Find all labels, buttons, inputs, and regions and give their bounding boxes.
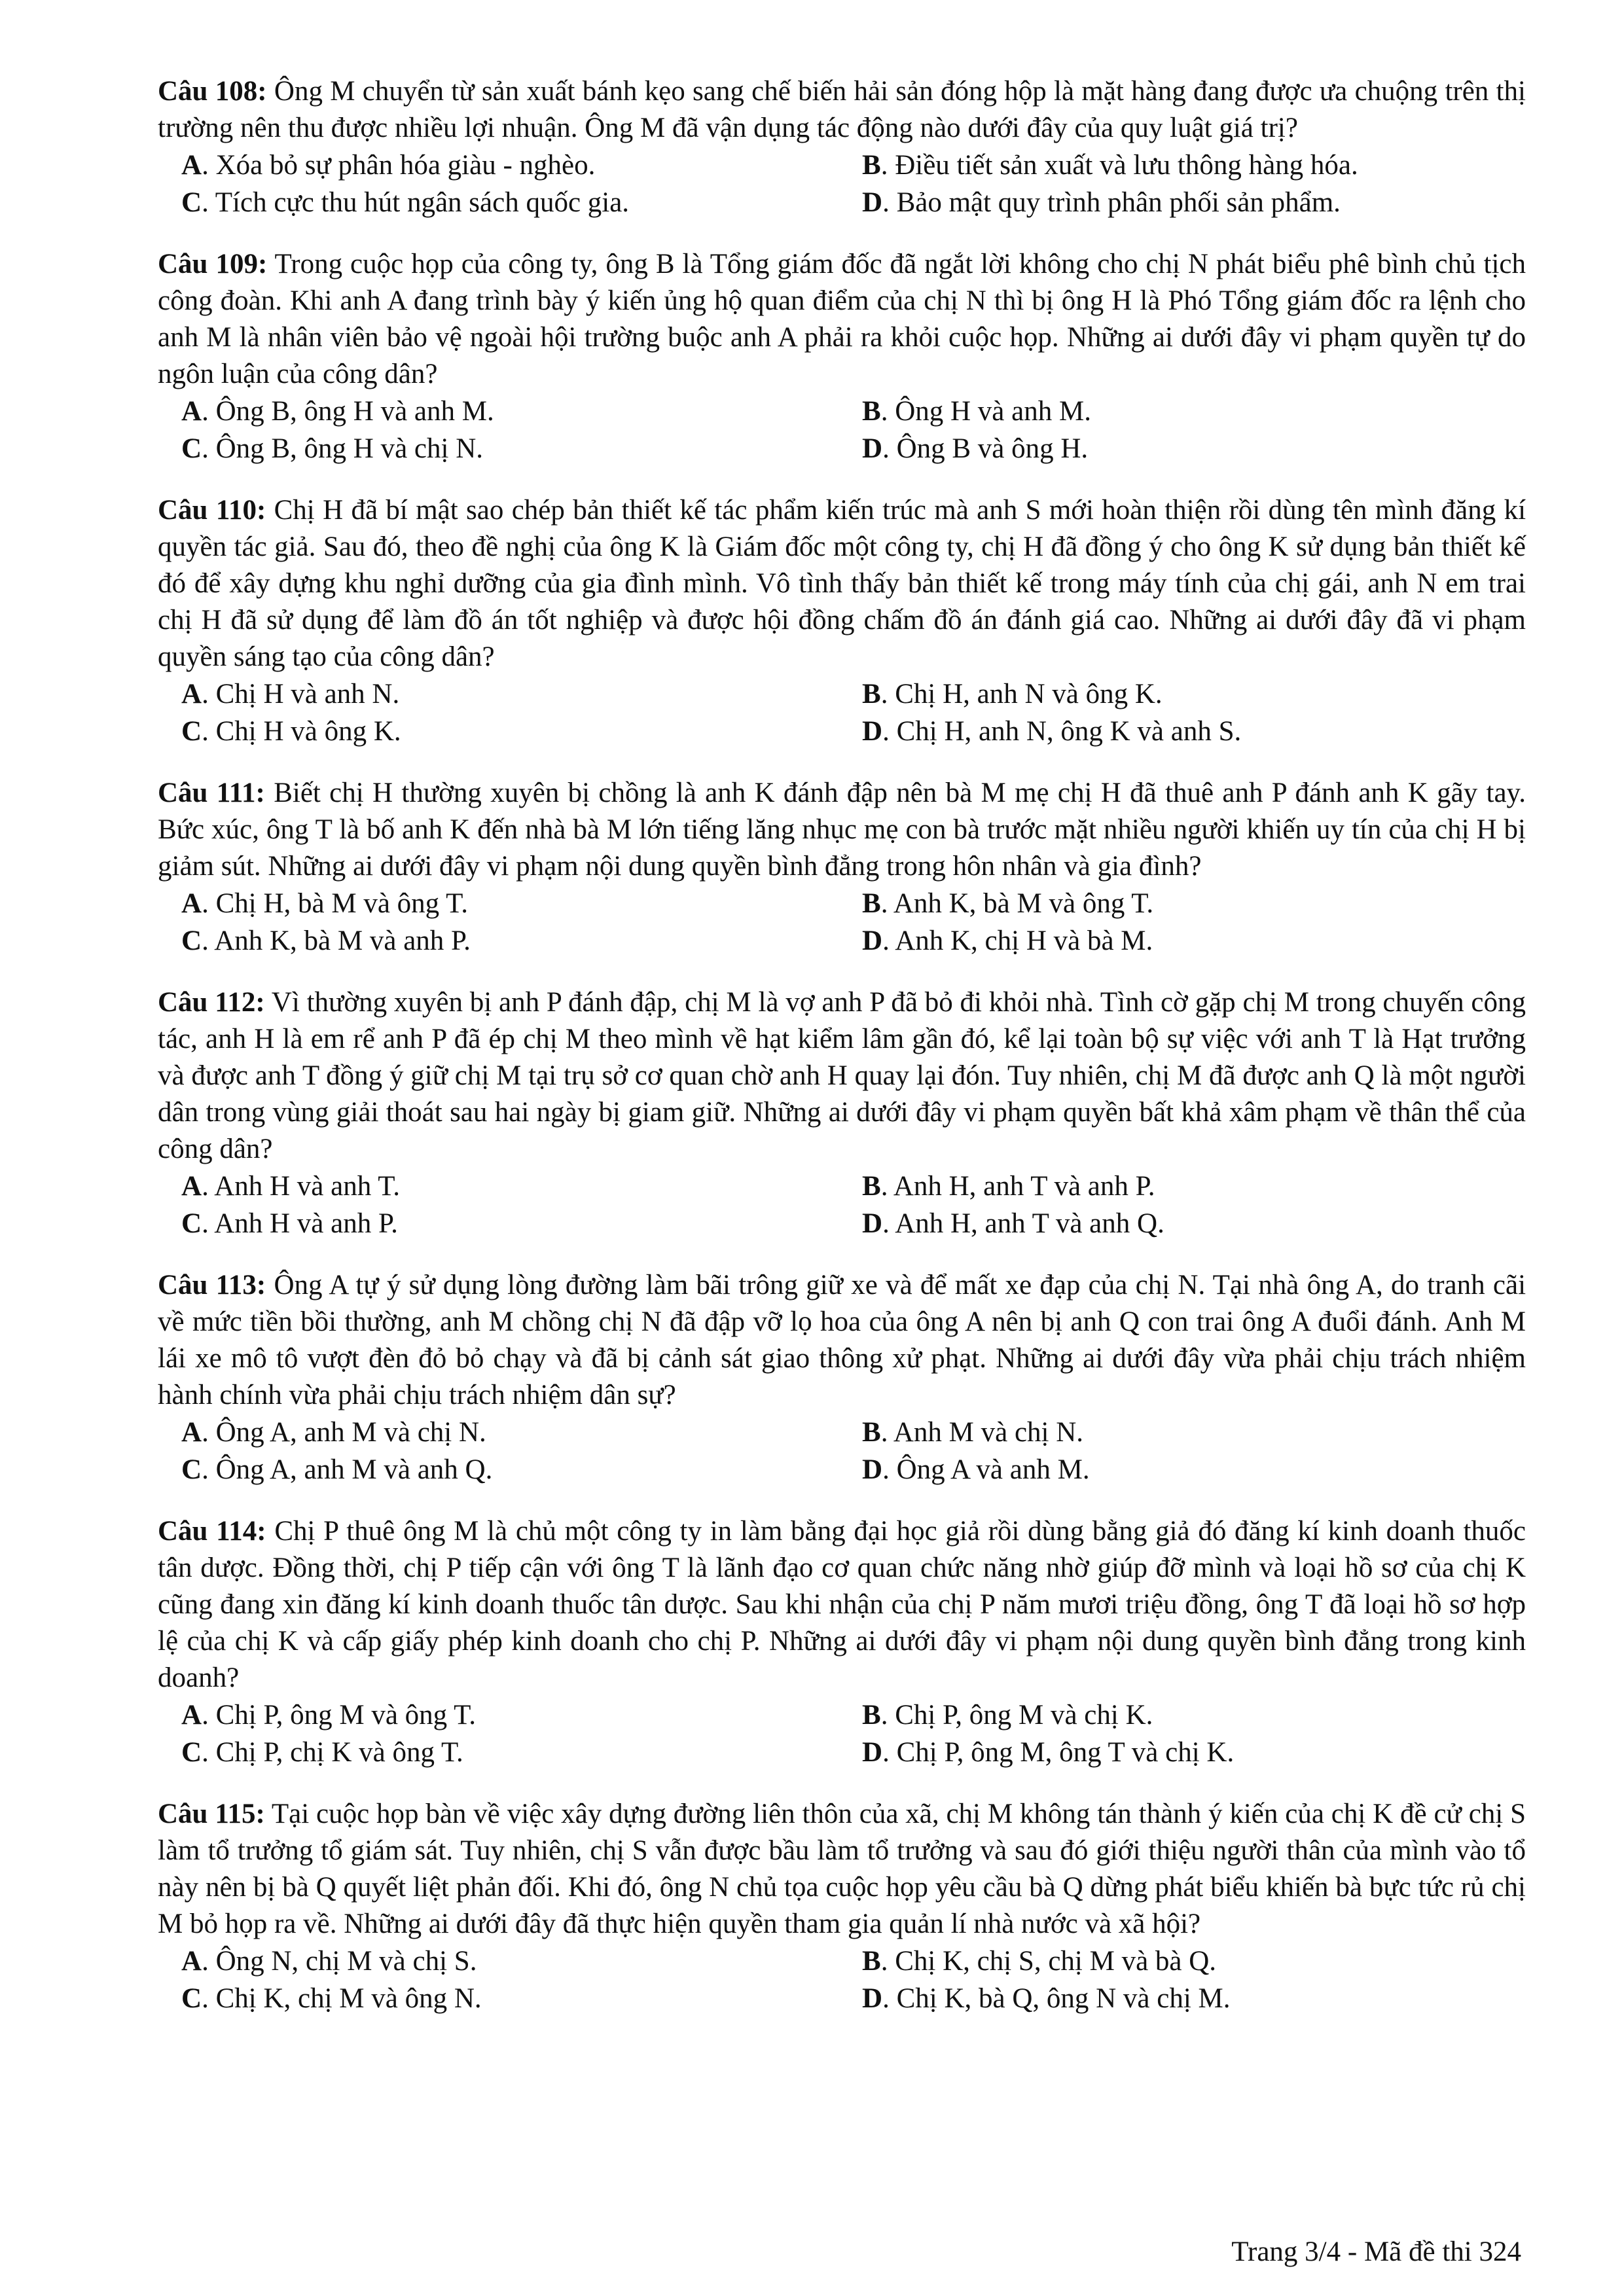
answer-option bbox=[862, 675, 1536, 713]
option-letter: C bbox=[181, 925, 202, 956]
question-stem bbox=[158, 1267, 1526, 1414]
option-text: . Ông A và anh M. bbox=[882, 1454, 1090, 1485]
option-text: . Ông H và anh M. bbox=[880, 396, 1091, 427]
answer-option bbox=[862, 430, 1536, 467]
answer-options bbox=[158, 885, 1526, 960]
question-text: Ông M chuyển từ sản xuất bánh kẹo sang chế biến hải sản đóng hộp là mặt hàng đang được ưa chuộng trên thị trường nên thu được nhiều lợi nhuận. Ông M đã vận dụng tác động nào dưới đây của quy luật giá trị? bbox=[158, 76, 1526, 143]
answer-option bbox=[181, 885, 862, 922]
answer-options bbox=[158, 1168, 1526, 1242]
answer-option bbox=[181, 184, 862, 221]
option-letter: C bbox=[181, 1983, 202, 2014]
option-text: . Chị H, anh N và ông K. bbox=[880, 679, 1163, 709]
question-block bbox=[158, 1796, 1526, 2017]
question-text: Ông A tự ý sử dụng lòng đường làm bãi trông giữ xe và để mất xe đạp của chị N. Tại nhà ông A, do tranh cãi về mức tiền bồi thường, anh M chồng chị N đã đập vỡ lọ hoa của ông A nên bị anh Q con trai ông A đuổi đánh. Anh M lái xe mô tô vượt đèn đỏ bỏ chạy và đã bị cảnh sát giao thông xử phạt. Những ai dưới đây vừa phải chịu trách nhiệm hành chính vừa phải chịu trách nhiệm dân sự? bbox=[158, 1270, 1526, 1410]
question-stem bbox=[158, 492, 1526, 675]
option-text: . Xóa bỏ sự phân hóa giàu - nghèo. bbox=[202, 150, 596, 181]
answer-option bbox=[862, 1734, 1536, 1771]
question-block bbox=[158, 1513, 1526, 1771]
question-block bbox=[158, 775, 1526, 960]
option-letter: A bbox=[181, 1171, 202, 1202]
option-text: . Anh H và anh T. bbox=[202, 1171, 401, 1202]
option-letter: D bbox=[862, 716, 883, 747]
answer-options bbox=[158, 1414, 1526, 1488]
option-letter: C bbox=[181, 1454, 202, 1485]
answer-option bbox=[862, 1696, 1536, 1734]
option-letter: C bbox=[181, 716, 202, 747]
option-letter: D bbox=[862, 1454, 883, 1485]
option-letter: D bbox=[862, 1737, 883, 1768]
answer-options bbox=[158, 675, 1526, 750]
answer-option bbox=[181, 1943, 862, 1980]
answer-option bbox=[862, 885, 1536, 922]
option-letter: C bbox=[181, 1737, 202, 1768]
question-stem bbox=[158, 73, 1526, 147]
option-letter: B bbox=[862, 1171, 881, 1202]
answer-option bbox=[181, 393, 862, 430]
question-stem bbox=[158, 246, 1526, 393]
question-block bbox=[158, 73, 1526, 221]
question-number: Câu 108: bbox=[158, 76, 267, 107]
question-text: Chị P thuê ông M là chủ một công ty in làm bằng đại học giả rồi dùng bằng giả đó đăng kí kinh doanh thuốc tân dược. Đồng thời, chị P tiếp cận với ông T là lãnh đạo cơ quan chức năng nhờ giúp đỡ mình và loại hồ sơ của chị K cũng đang xin đăng kí kinh doanh thuốc tân dược. Sau khi nhận của chị P năm mươi triệu đồng, ông T đã loại hồ sơ hợp lệ của chị K và cấp giấy phép kinh doanh cho chị P. Những ai dưới đây vi phạm nội dung quyền bình đẳng trong kinh doanh? bbox=[158, 1516, 1526, 1693]
option-letter: C bbox=[181, 1208, 202, 1239]
option-letter: C bbox=[181, 433, 202, 464]
question-block bbox=[158, 246, 1526, 467]
option-text: . Chị K, bà Q, ông N và chị M. bbox=[882, 1983, 1231, 2014]
answer-option bbox=[181, 713, 862, 750]
answer-option bbox=[862, 184, 1536, 221]
option-letter: C bbox=[181, 187, 202, 218]
option-letter: B bbox=[862, 396, 881, 427]
answer-option bbox=[862, 713, 1536, 750]
question-number: Câu 114: bbox=[158, 1516, 266, 1547]
answer-options bbox=[158, 147, 1526, 221]
option-text: . Chị P, chị K và ông T. bbox=[202, 1737, 463, 1768]
option-letter: A bbox=[181, 150, 202, 181]
option-text: . Chị H và ông K. bbox=[202, 716, 401, 747]
option-letter: D bbox=[862, 433, 883, 464]
answer-options bbox=[158, 1943, 1526, 2017]
answer-option bbox=[181, 675, 862, 713]
answer-option bbox=[181, 1414, 862, 1451]
answer-option bbox=[181, 1168, 862, 1205]
option-letter: B bbox=[862, 679, 881, 709]
question-block bbox=[158, 984, 1526, 1242]
answer-option bbox=[862, 1168, 1536, 1205]
answer-option bbox=[862, 1451, 1536, 1488]
option-text: . Ông A, anh M và anh Q. bbox=[202, 1454, 493, 1485]
answer-option bbox=[181, 1734, 862, 1771]
answer-option bbox=[181, 1696, 862, 1734]
answer-option bbox=[181, 1205, 862, 1242]
option-letter: A bbox=[181, 888, 202, 919]
question-list bbox=[158, 73, 1526, 2042]
question-stem bbox=[158, 775, 1526, 885]
question-text: Tại cuộc họp bàn về việc xây dựng đường liên thôn của xã, chị M không tán thành ý kiến của chị K đề cử chị S làm tổ trưởng tổ giám sát. Tuy nhiên, chị S vẫn được bầu làm tổ trưởng và sau đó giới thiệu người thân của mình vào tổ này nên bị bà Q quyết liệt phản đối. Khi đó, ông N chủ tọa cuộc họp yêu cầu bà Q dừng phát biểu khiến bà bực tức rủ chị M bỏ họp ra về. Những ai dưới đây đã thực hiện quyền tham gia quản lí nhà nước và xã hội? bbox=[158, 1799, 1526, 1939]
answer-options bbox=[158, 393, 1526, 467]
question-text: Vì thường xuyên bị anh P đánh đập, chị M là vợ anh P đã bỏ đi khỏi nhà. Tình cờ gặp chị M trong chuyến công tác, anh H là em rể anh P đã ép chị M theo mình về hạt kiểm lâm gần đó, kể lại toàn bộ sự việc với anh T là Hạt trưởng và được anh T đồng ý giữ chị M tại trụ sở cơ quan chờ anh H quay lại đón. Tuy nhiên, chị M đã được anh Q là một người dân trong vùng giải thoát sau hai ngày bị giam giữ. Những ai dưới đây vi phạm quyền bất khả xâm phạm về thân thể của công dân? bbox=[158, 987, 1526, 1164]
option-letter: B bbox=[862, 150, 881, 181]
option-text: . Ông B, ông H và anh M. bbox=[202, 396, 494, 427]
option-text: . Điều tiết sản xuất và lưu thông hàng hóa. bbox=[880, 150, 1358, 181]
option-letter: B bbox=[862, 888, 881, 919]
question-stem bbox=[158, 984, 1526, 1168]
option-text: . Anh H và anh P. bbox=[202, 1208, 398, 1239]
option-text: . Chị K, chị S, chị M và bà Q. bbox=[880, 1946, 1217, 1977]
question-number: Câu 112: bbox=[158, 987, 265, 1018]
option-text: . Ông B, ông H và chị N. bbox=[202, 433, 484, 464]
answer-option bbox=[181, 1980, 862, 2017]
option-letter: B bbox=[862, 1417, 881, 1448]
option-text: . Chị H, bà M và ông T. bbox=[202, 888, 468, 919]
answer-option bbox=[181, 922, 862, 960]
question-number: Câu 110: bbox=[158, 495, 266, 526]
question-stem bbox=[158, 1513, 1526, 1696]
option-text: . Anh H, anh T và anh P. bbox=[880, 1171, 1155, 1202]
option-text: . Anh M và chị N. bbox=[880, 1417, 1084, 1448]
answer-option bbox=[181, 430, 862, 467]
option-text: . Chị H, anh N, ông K và anh S. bbox=[882, 716, 1242, 747]
option-letter: B bbox=[862, 1946, 881, 1977]
option-letter: D bbox=[862, 1208, 883, 1239]
question-stem bbox=[158, 1796, 1526, 1943]
option-text: . Chị P, ông M và ông T. bbox=[202, 1700, 476, 1731]
option-text: . Chị P, ông M, ông T và chị K. bbox=[882, 1737, 1235, 1768]
option-letter: B bbox=[862, 1700, 881, 1731]
answer-option bbox=[862, 1943, 1536, 1980]
option-text: . Anh K, chị H và bà M. bbox=[882, 925, 1153, 956]
option-letter: A bbox=[181, 1417, 202, 1448]
answer-option bbox=[862, 393, 1536, 430]
page-footer: Trang 3/4 - Mã đề thi 324 bbox=[1231, 2236, 1521, 2267]
option-letter: D bbox=[862, 925, 883, 956]
answer-option bbox=[862, 1980, 1536, 2017]
question-block bbox=[158, 492, 1526, 750]
option-letter: D bbox=[862, 187, 883, 218]
option-text: . Anh K, bà M và ông T. bbox=[880, 888, 1154, 919]
option-text: . Chị K, chị M và ông N. bbox=[202, 1983, 482, 2014]
option-text: . Ông B và ông H. bbox=[882, 433, 1089, 464]
option-letter: A bbox=[181, 1946, 202, 1977]
question-text: Chị H đã bí mật sao chép bản thiết kế tác phẩm kiến trúc mà anh S mới hoàn thiện rồi dùng tên mình đăng kí quyền tác giả. Sau đó, theo đề nghị của ông K là Giám đốc một công ty, chị H đã đồng ý cho ông K sử dụng bản thiết kế đó để xây dựng khu nghỉ dưỡng của gia đình mình. Vô tình thấy bản thiết kế trong máy tính của chị gái, anh N em trai chị H đã sử dụng để làm đồ án tốt nghiệp và được hội đồng chấm đồ án đánh giá cao. Những ai dưới đây đã vi phạm quyền sáng tạo của công dân? bbox=[158, 495, 1526, 672]
question-number: Câu 113: bbox=[158, 1270, 266, 1300]
answer-option bbox=[862, 1205, 1536, 1242]
option-text: . Tích cực thu hút ngân sách quốc gia. bbox=[202, 187, 630, 218]
option-text: . Anh H, anh T và anh Q. bbox=[882, 1208, 1164, 1239]
option-text: . Chị P, ông M và chị K. bbox=[880, 1700, 1153, 1731]
option-text: . Bảo mật quy trình phân phối sản phẩm. bbox=[882, 187, 1341, 218]
answer-option bbox=[181, 1451, 862, 1488]
option-text: . Ông N, chị M và chị S. bbox=[202, 1946, 477, 1977]
answer-option bbox=[862, 1414, 1536, 1451]
answer-options bbox=[158, 1696, 1526, 1771]
question-number: Câu 111: bbox=[158, 778, 265, 808]
option-letter: D bbox=[862, 1983, 883, 2014]
answer-option bbox=[862, 147, 1536, 184]
question-text: Trong cuộc họp của công ty, ông B là Tổng giám đốc đã ngắt lời không cho chị N phát biểu phê bình chủ tịch công đoàn. Khi anh A đang trình bày ý kiến ủng hộ quan điểm của chị N thì bị ông H là Phó Tổng giám đốc ra lệnh cho anh M là nhân viên bảo vệ ngoài hội trường buộc anh A phải ra khỏi cuộc họp. Những ai dưới đây vi phạm quyền tự do ngôn luận của công dân? bbox=[158, 249, 1526, 389]
answer-option bbox=[181, 147, 862, 184]
answer-option bbox=[862, 922, 1536, 960]
option-letter: A bbox=[181, 396, 202, 427]
option-text: . Anh K, bà M và anh P. bbox=[202, 925, 471, 956]
option-text: . Chị H và anh N. bbox=[202, 679, 400, 709]
question-block bbox=[158, 1267, 1526, 1488]
option-text: . Ông A, anh M và chị N. bbox=[202, 1417, 486, 1448]
option-letter: A bbox=[181, 1700, 202, 1731]
question-number: Câu 115: bbox=[158, 1799, 265, 1829]
option-letter: A bbox=[181, 679, 202, 709]
question-text: Biết chị H thường xuyên bị chồng là anh K đánh đập nên bà M mẹ chị H đã thuê anh P đánh anh K gãy tay. Bức xúc, ông T là bố anh K đến nhà bà M lớn tiếng lăng nhục mẹ con bà trước mặt nhiều người khiến uy tín của chị H bị giảm sút. Những ai dưới đây vi phạm nội dung quyền bình đẳng trong hôn nhân và gia đình? bbox=[158, 778, 1526, 882]
question-number: Câu 109: bbox=[158, 249, 268, 279]
